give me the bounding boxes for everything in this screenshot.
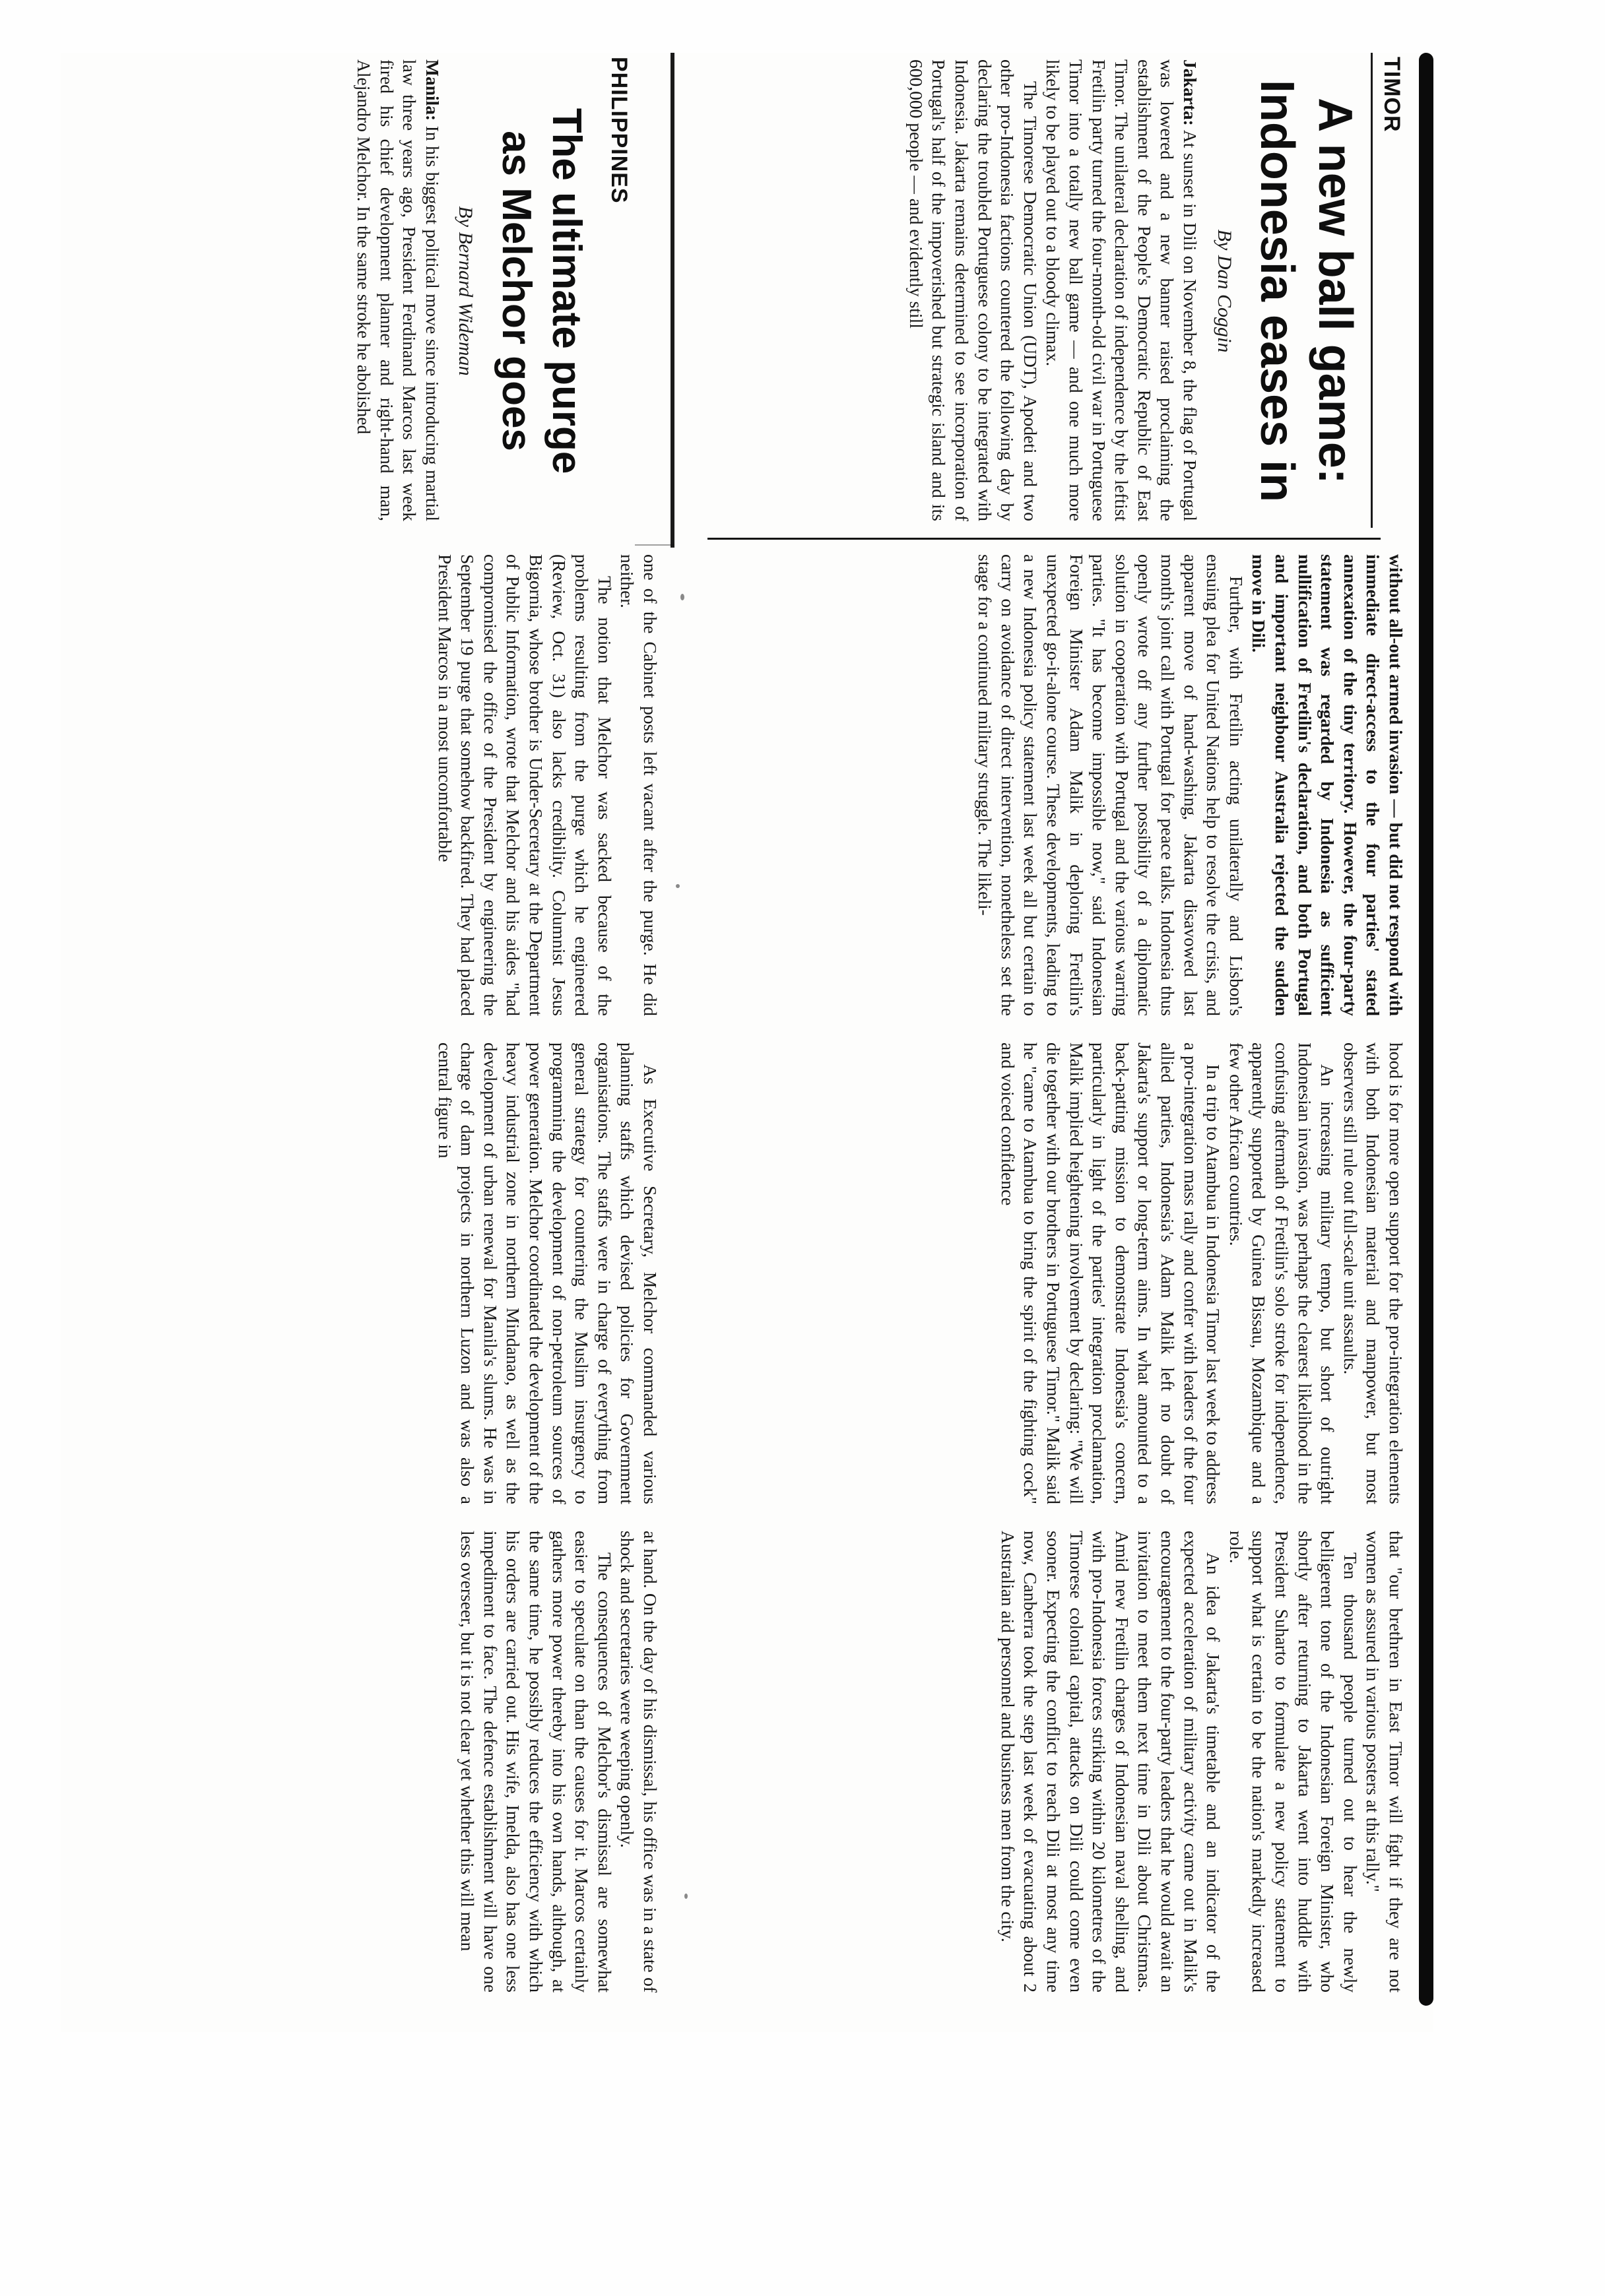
- paragraph: one of the Cabinet posts left vacant after the purge. He did neither.: [617, 554, 661, 1016]
- paragraph: without all-out armed invasion — but did not respond with immediate direct-access to the four parties' stated annexation of the tiny territory. However, the four-party statement was regarded by Indonesia as sufficient nullification of Fretilin's declaration, and both Portugal and important neighbour Australia rejected the sudden move in Dili.: [1249, 554, 1406, 1016]
- article-timor-column-2: [694, 554, 1407, 1016]
- paragraph: The consequences of Melchor's dismissal are somewhat easier to speculate on than the causes for it. Marcos certainly gathers more power thereby into his own hands, although, at the same time, he possibly reduces the efficiency with which his orders are carried out. His wife, Imelda, also has one less impediment to face. The defence establishment will have one less overseer, but it is not clear yet whether this will mean: [457, 1531, 615, 1993]
- paragraph: In a trip to Atambua in Indonesia Timor last week to address a pro-integration mass rally and confer with leaders of the four allied parties, Indonesia's Adam Malik left no doubt of Jakarta's support or long-term aims. In what amounted to a back-patting mission to demonstrate Indonesia's concern, particularly in light of the parties' integration proclamation, Malik implied heightening involvement by declaring: "We will die together with our brothers in Portuguese Timor." Malik said he "came to Atambua to bring the spirit of the fighting cock" and voiced confidence: [997, 1042, 1224, 1504]
- newspaper-page: [61, 53, 1433, 2032]
- headline-philippines-line2: as Melchor goes: [494, 131, 539, 451]
- dateline-philippines: Manila:: [422, 59, 443, 121]
- section-label-timor: TIMOR: [1379, 57, 1404, 133]
- article-timor-column-1: [660, 59, 1201, 521]
- paragraph: Ten thousand people turned out to hear the newly belligerent tone of the Indonesian Foreign Minister, who shortly after returning to Jakarta went into huddle with President Suharto to formulate a new policy statement to support what is certain to be the nation's markedly increased role.: [1226, 1531, 1361, 1993]
- top-rule: [1419, 53, 1433, 2006]
- paragraph: that "our brethren in East Timor will fight if they are not women as assured in various posters at this rally.": [1363, 1531, 1406, 1993]
- scan-speck: [676, 884, 680, 888]
- section-label-philippines: PHILIPPINES: [606, 57, 632, 204]
- article-philippines-column-1: [74, 59, 443, 521]
- paragraph: Further, with Fretilin acting unilaterally and Lisbon's ensuing plea for United Nations help to resolve the crisis, and apparent move of hand-washing, Jakarta disavowed last month's joint call with Portugal for peace talks. Indonesia thus openly wrote off any further possibility of a diplomatic solution in cooperation with Portugal and the various warring parties. "It has become impossible now," said Indonesian Foreign Minister Adam Malik in deploring Fretilin's unexpected go-it-alone course. These developments, leading to a new Indonesia policy statement last week all but certain to carry on avoidance of direct intervention, nonetheless set the stage for a continued military struggle. The likeli-: [975, 554, 1247, 1016]
- paragraph: An idea of Jakarta's timetable and an indicator of the expected acceleration of military activity came out in Malik's encouragement to the four-party leaders that he would await an invitation to meet them next time in Dili about Christmas. Amid new Fretilin charges of Indonesian naval shelling, and with pro-Indonesia forces striking within 20 kilometres of the Timorese colonial capital, attacks on Dili could come even sooner. Expecting the conflict to reach Dili at most any time now, Canberra took the step last week of evacuating about 2 Australian aid personnel and business men from the city.: [997, 1531, 1224, 1993]
- article-philippines-column-4: [81, 1531, 661, 1993]
- paragraph: at hand. On the day of his dismissal, his office was in a state of shock and secretaries were weeping openly.: [617, 1531, 661, 1993]
- paragraph: The Timorese Democratic Union (UDT), Apodeti and two other pro-Indonesia factions countered the following day by declaring the troubled Portuguese colony to be integrated with Indonesia. Jakarta remains determined to see incorporation of Portugal's half of the impoverished but strategic island and its 600,000 people — and evidently still: [905, 59, 1041, 521]
- paragraph: As Executive Secretary, Melchor commanded various planning staffs which devised policies for Government organisations. The staffs were in charge of everything from general strategy for countering the Muslim insurgency to programming the development of non-petroleum sources of power generation. Melchor coordinated the development of the heavy industrial zone in northern Mindanao, as well as the development of urban renewal for Manila's slums. He was in charge of dam projects in northern Luzon and was also a central figure in: [434, 1042, 661, 1504]
- article-timor-column-4: [694, 1531, 1407, 1993]
- paragraph: At sunset in Dili on November 8, the flag of Portugal was lowered and a new banner raised proclaiming the establishment of the People's Democratic Republic of East Timor. The unilateral declaration of independence by the leftist Fretilin party turned the four-month-old civil war in Portuguese Timor into a totally new ball game — and one much more likely to be played out to a bloody climax.: [1043, 59, 1200, 521]
- scan-speck: [680, 594, 684, 600]
- scan-speck: [684, 1894, 688, 1899]
- section-rule-timor: [1371, 53, 1373, 528]
- article-separator-rule: [671, 53, 674, 548]
- headline-timor-line1: A new ball game:: [1309, 98, 1361, 484]
- article-philippines-column-3: [81, 1042, 661, 1504]
- byline-timor: By Dan Coggin: [1214, 229, 1235, 353]
- article-philippines-column-2: [81, 554, 661, 1016]
- paragraph: hood is for more open support for the pro-integration elements with both Indonesian material and manpower, but most observers still rule out full-scale unit assaults.: [1340, 1042, 1406, 1504]
- headline-philippines-line1: The ultimate purge: [544, 108, 589, 474]
- paragraph: In his biggest political move since introducing martial law three years ago, President Ferdinand Marcos last week fired his chief development planner and right-hand man, Alejandro Melchor. In the same stroke he abolished: [354, 59, 443, 521]
- column-rule: [635, 544, 674, 546]
- headline-timor-line2: Indonesia eases in: [1251, 79, 1303, 503]
- paragraph: An increasing military tempo, but short of outright Indonesian invasion, was perhaps the clearest likelihood in the confusing aftermath of Fretilin's solo stroke for independence, apparently supported by Guinea Bissau, Mozambique and a few other African countries.: [1226, 1042, 1338, 1504]
- paragraph: The notion that Melchor was sacked because of the problems resulting from the purge which he engineered (Review, Oct. 31) also lacks credibility. Columnist Jesus Bigornia, whose brother is Under-Secretary at the Department of Public Information, wrote that Melchor and his aides "had compromised the office of the President by engineering the September 19 purge that somehow backfired. They had placed President Marcos in a most uncomfortable: [434, 554, 615, 1016]
- column-rule: [707, 538, 1381, 540]
- dateline-timor: Jakarta:: [1180, 59, 1200, 126]
- byline-philippines: By Bernard Wideman: [455, 206, 476, 376]
- article-timor-column-3: [694, 1042, 1407, 1504]
